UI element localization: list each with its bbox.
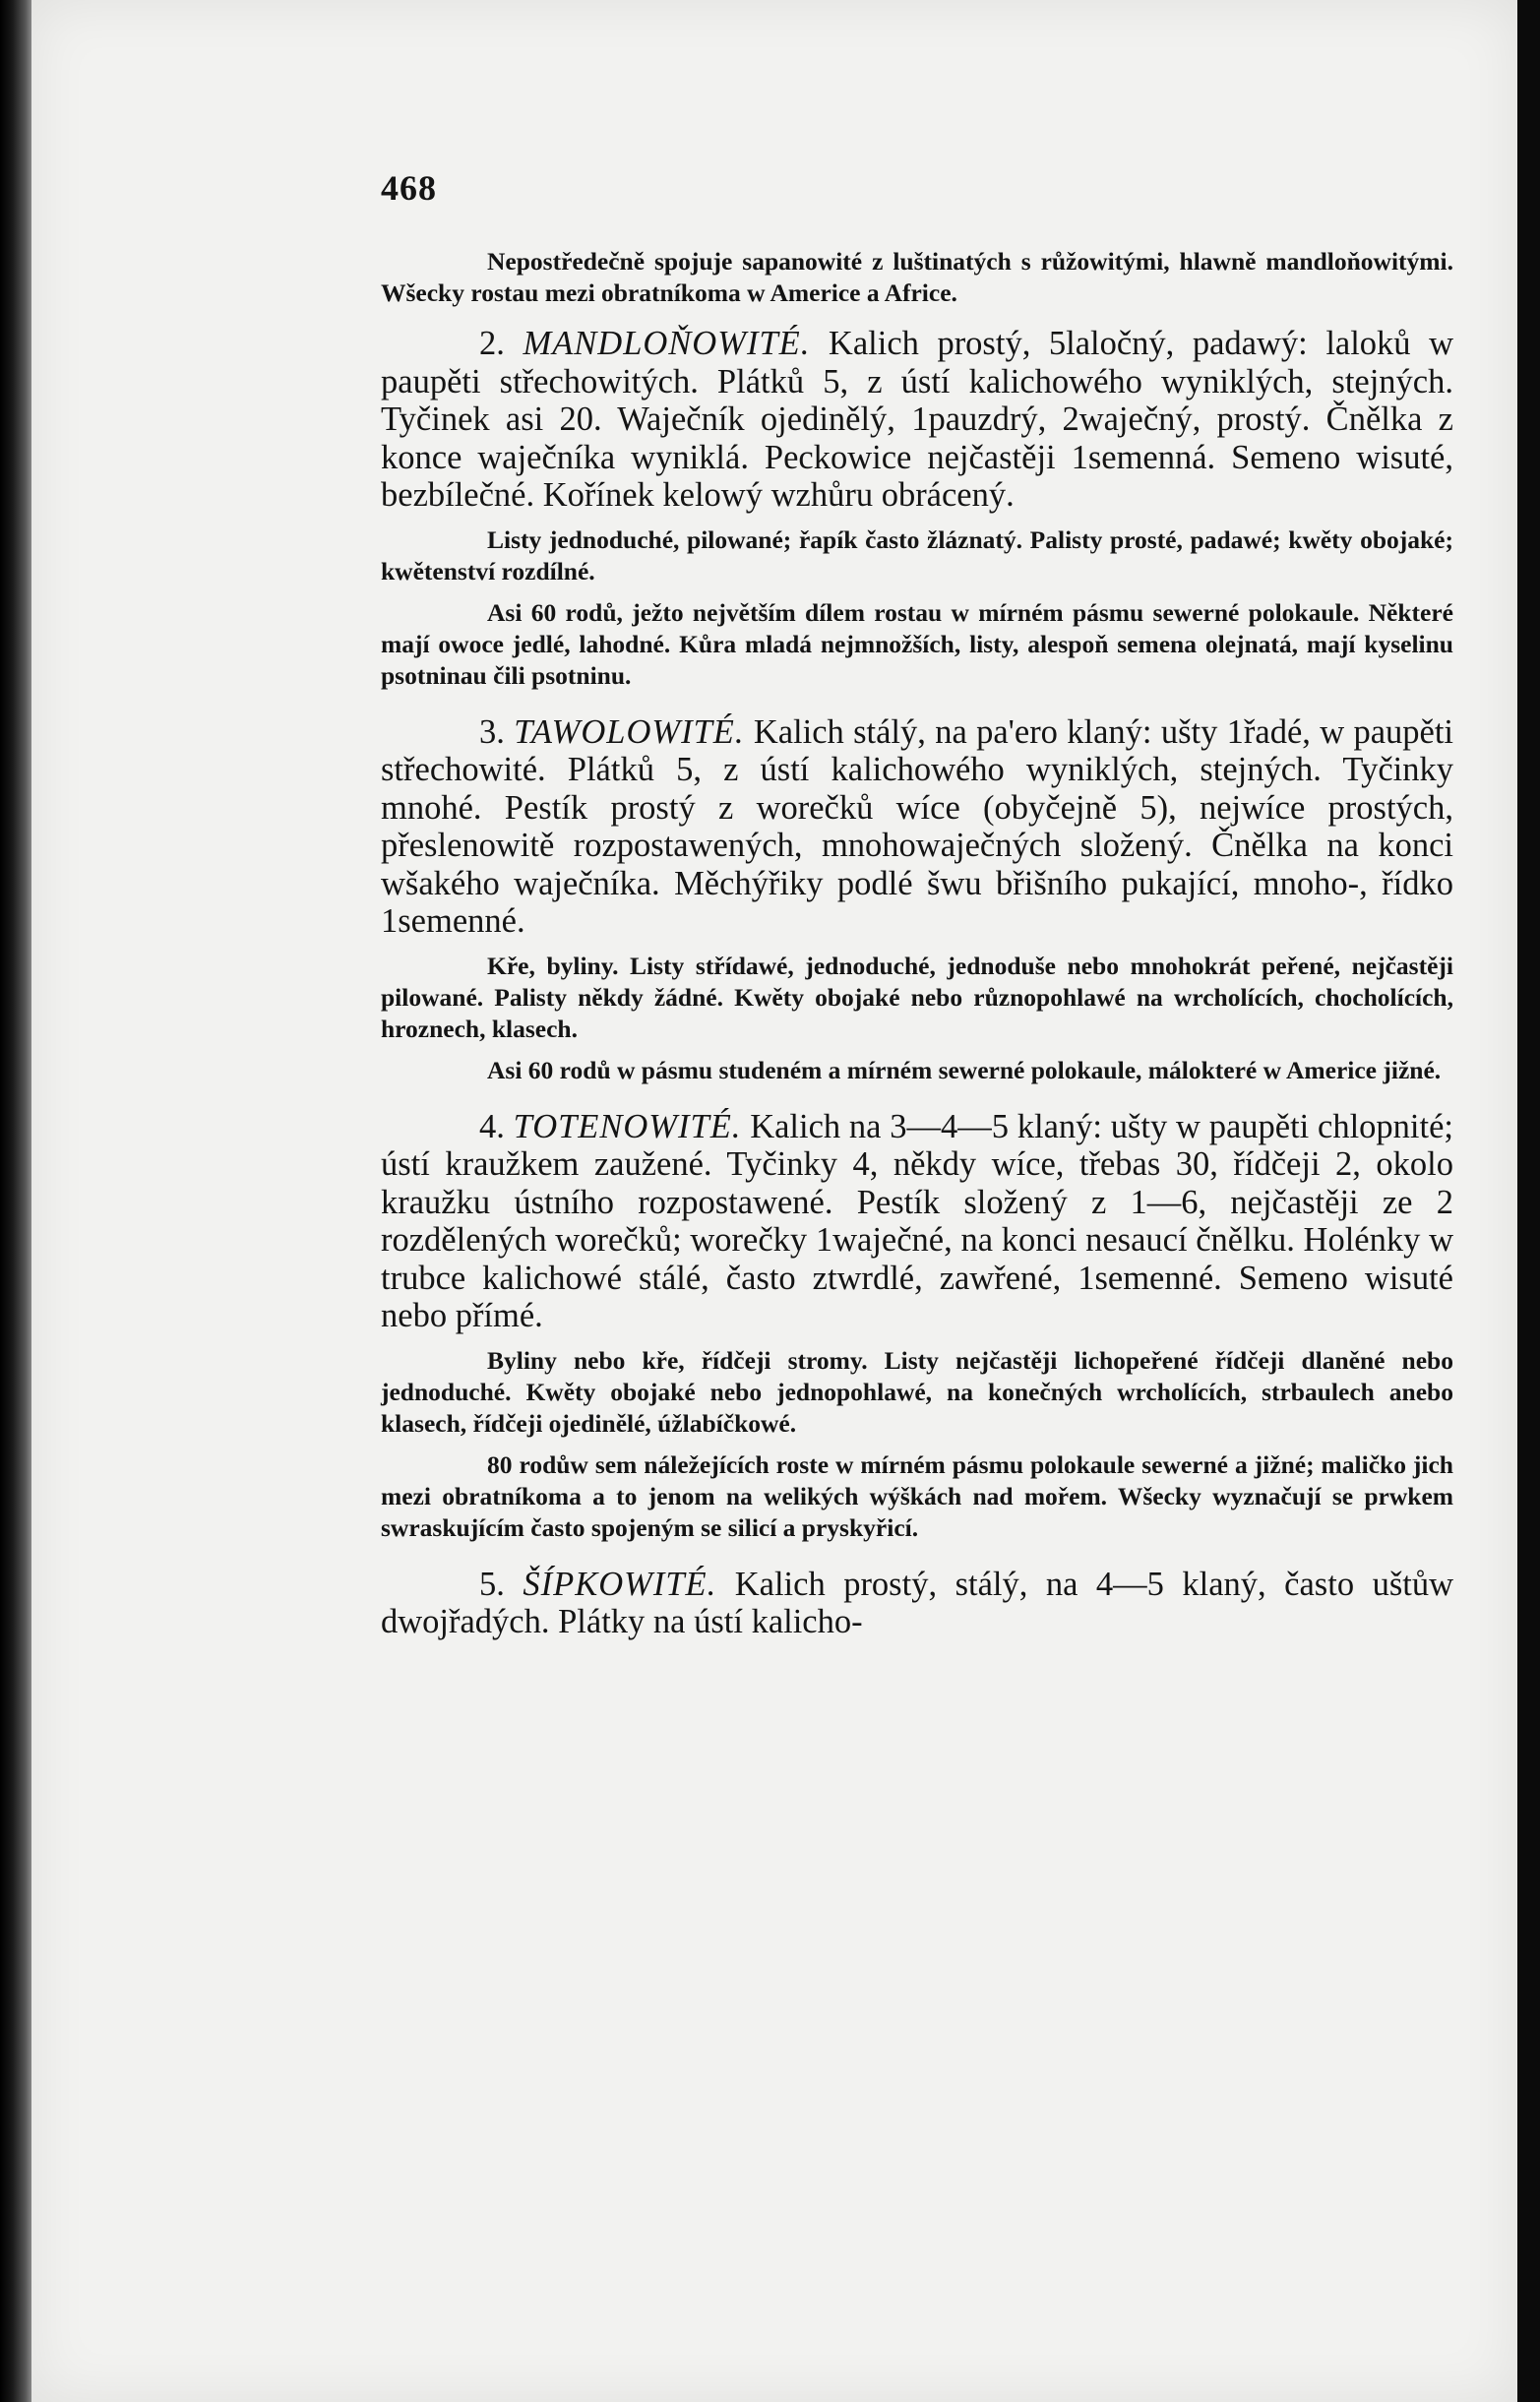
section-description: Kalich prostý, 5laločný, padawý: laloků w paupěti střechowitých. Plátků 5, z ústí kalichowého wyniklých, stejných. Tyčinek asi 20. Waječník ojedinělý, 1pauzdrý, 2waječný, prostý. Čnělka z konce waječníka wyniklá. Peckowice nejčastěji 1semenná. Semeno wisuté, bezbílečné. Kořínek kelowý wzhůru obrácený.	[381, 325, 1454, 514]
section-number: 2.	[479, 325, 505, 362]
section-number: 4.	[479, 1107, 505, 1145]
section-3-tawolowite	[381, 713, 1453, 941]
intro-paragraph: Nepostředečně spojuje sapanowité z luštinatých s růžowitými, hlawně mandloňowitými. Wšecky rostau mezi obratníkoma w Americe a Africe.	[381, 247, 1453, 307]
section-5-sipkowite	[381, 1566, 1453, 1641]
section-description: Kalich prostý, stálý, na 4—5 klaný, často uštůw dwojřadých. Plátky na ústí kalicho-	[381, 1565, 1453, 1640]
book-gutter	[0, 0, 31, 2402]
section-number: 5.	[479, 1565, 505, 1603]
section-title: TAWOLOWITÉ.	[514, 712, 745, 751]
section-title: MANDLOŇOWITÉ.	[523, 325, 811, 362]
section-3-distribution-note: Asi 60 rodů w pásmu studeném a mírném sewerné polokaule, málokteré w Americe jižné.	[487, 1055, 1442, 1084]
section-3-habit-note: Kře, byliny. Listy střídawé, jednoduché, jednoduše nebo mnohokrát peřené, nejčastěji pilowané. Palisty někdy žádné. Kwěty obojaké nebo různopohlawé na wrcholících, chocholících, hroznech, klasech.	[381, 951, 1453, 1043]
page-content	[381, 167, 1453, 1641]
section-description: Kalich stálý, na pa'ero klaný: ušty 1řadé, w paupěti střechowité. Plátků 5, z ústí kalichowého wyniklých, stejných. Tyčinky mnohé. Pestík prostý z worečků wíce (obyčejně 5), nejwíce prostých, přeslenowitě rozpostawených, mnohowaječných složený. Čnělka na konci wšakého waječníka. Měchýřiky podlé šwu břišního pukající, mnoho-, řídko 1semenné.	[381, 712, 1453, 940]
section-4-habit-note: Byliny nebo kře, řídčeji stromy. Listy nejčastěji lichopeřené řídčeji dlaněné nebo jednoduché. Kwěty obojaké nebo jednopohlawé, na konečných wrcholících, strbaulech anebo klasech, řídčeji ojedinělé, úžlabíčkowé.	[381, 1345, 1453, 1438]
section-number: 3.	[479, 712, 505, 751]
section-2-mandlonowite	[381, 325, 1453, 515]
section-2-distribution-note: Asi 60 rodů, ježto největším dílem rostau w mírném pásmu sewerné polokaule. Některé mají owoce jedlé, lahodné. Kůra mladá nejmnožších, listy, alespoň semena olejnatá, mají kyselinu psotninau čili psotninu.	[381, 597, 1453, 690]
book-page	[31, 0, 1517, 2402]
section-title: TOTENOWITÉ.	[513, 1107, 742, 1145]
section-4-distribution-note: 80 rodůw sem náležejících roste w mírném pásmu polokaule sewerné a jižné; maličko jich mezi obratníkoma a to jenom na welikých wýškách nad mořem. Wšecky wyznačují se prwkem swraskujícím často spojeným se silicí a pryskyřicí.	[381, 1449, 1453, 1542]
section-2-leaves-note: Listy jednoduché, pilowané; řapík často žláznatý. Palisty prosté, padawé; kwěty obojaké; kwětenství rozdílné.	[381, 524, 1453, 585]
section-description: Kalich na 3—4—5 klaný: ušty w paupěti chlopnité; ústí kraužkem zaužené. Tyčinky 4, někdy wíce, třebas 30, řídčeji 2, okolo kraužku ústního rozpostawené. Pestík složený z 1—6, nejčastěji ze 2 rozdělených worečků; worečky 1waječné, na konci nesaucí čnělku. Holénky w trubce kalichowé stálé, často ztwrdlé, zawřené, 1semenné. Semeno wisuté nebo přímé.	[381, 1107, 1453, 1334]
section-4-totenowite	[381, 1108, 1453, 1335]
page-number: 468	[381, 168, 437, 208]
section-title: ŠÍPKOWITÉ.	[523, 1565, 717, 1603]
